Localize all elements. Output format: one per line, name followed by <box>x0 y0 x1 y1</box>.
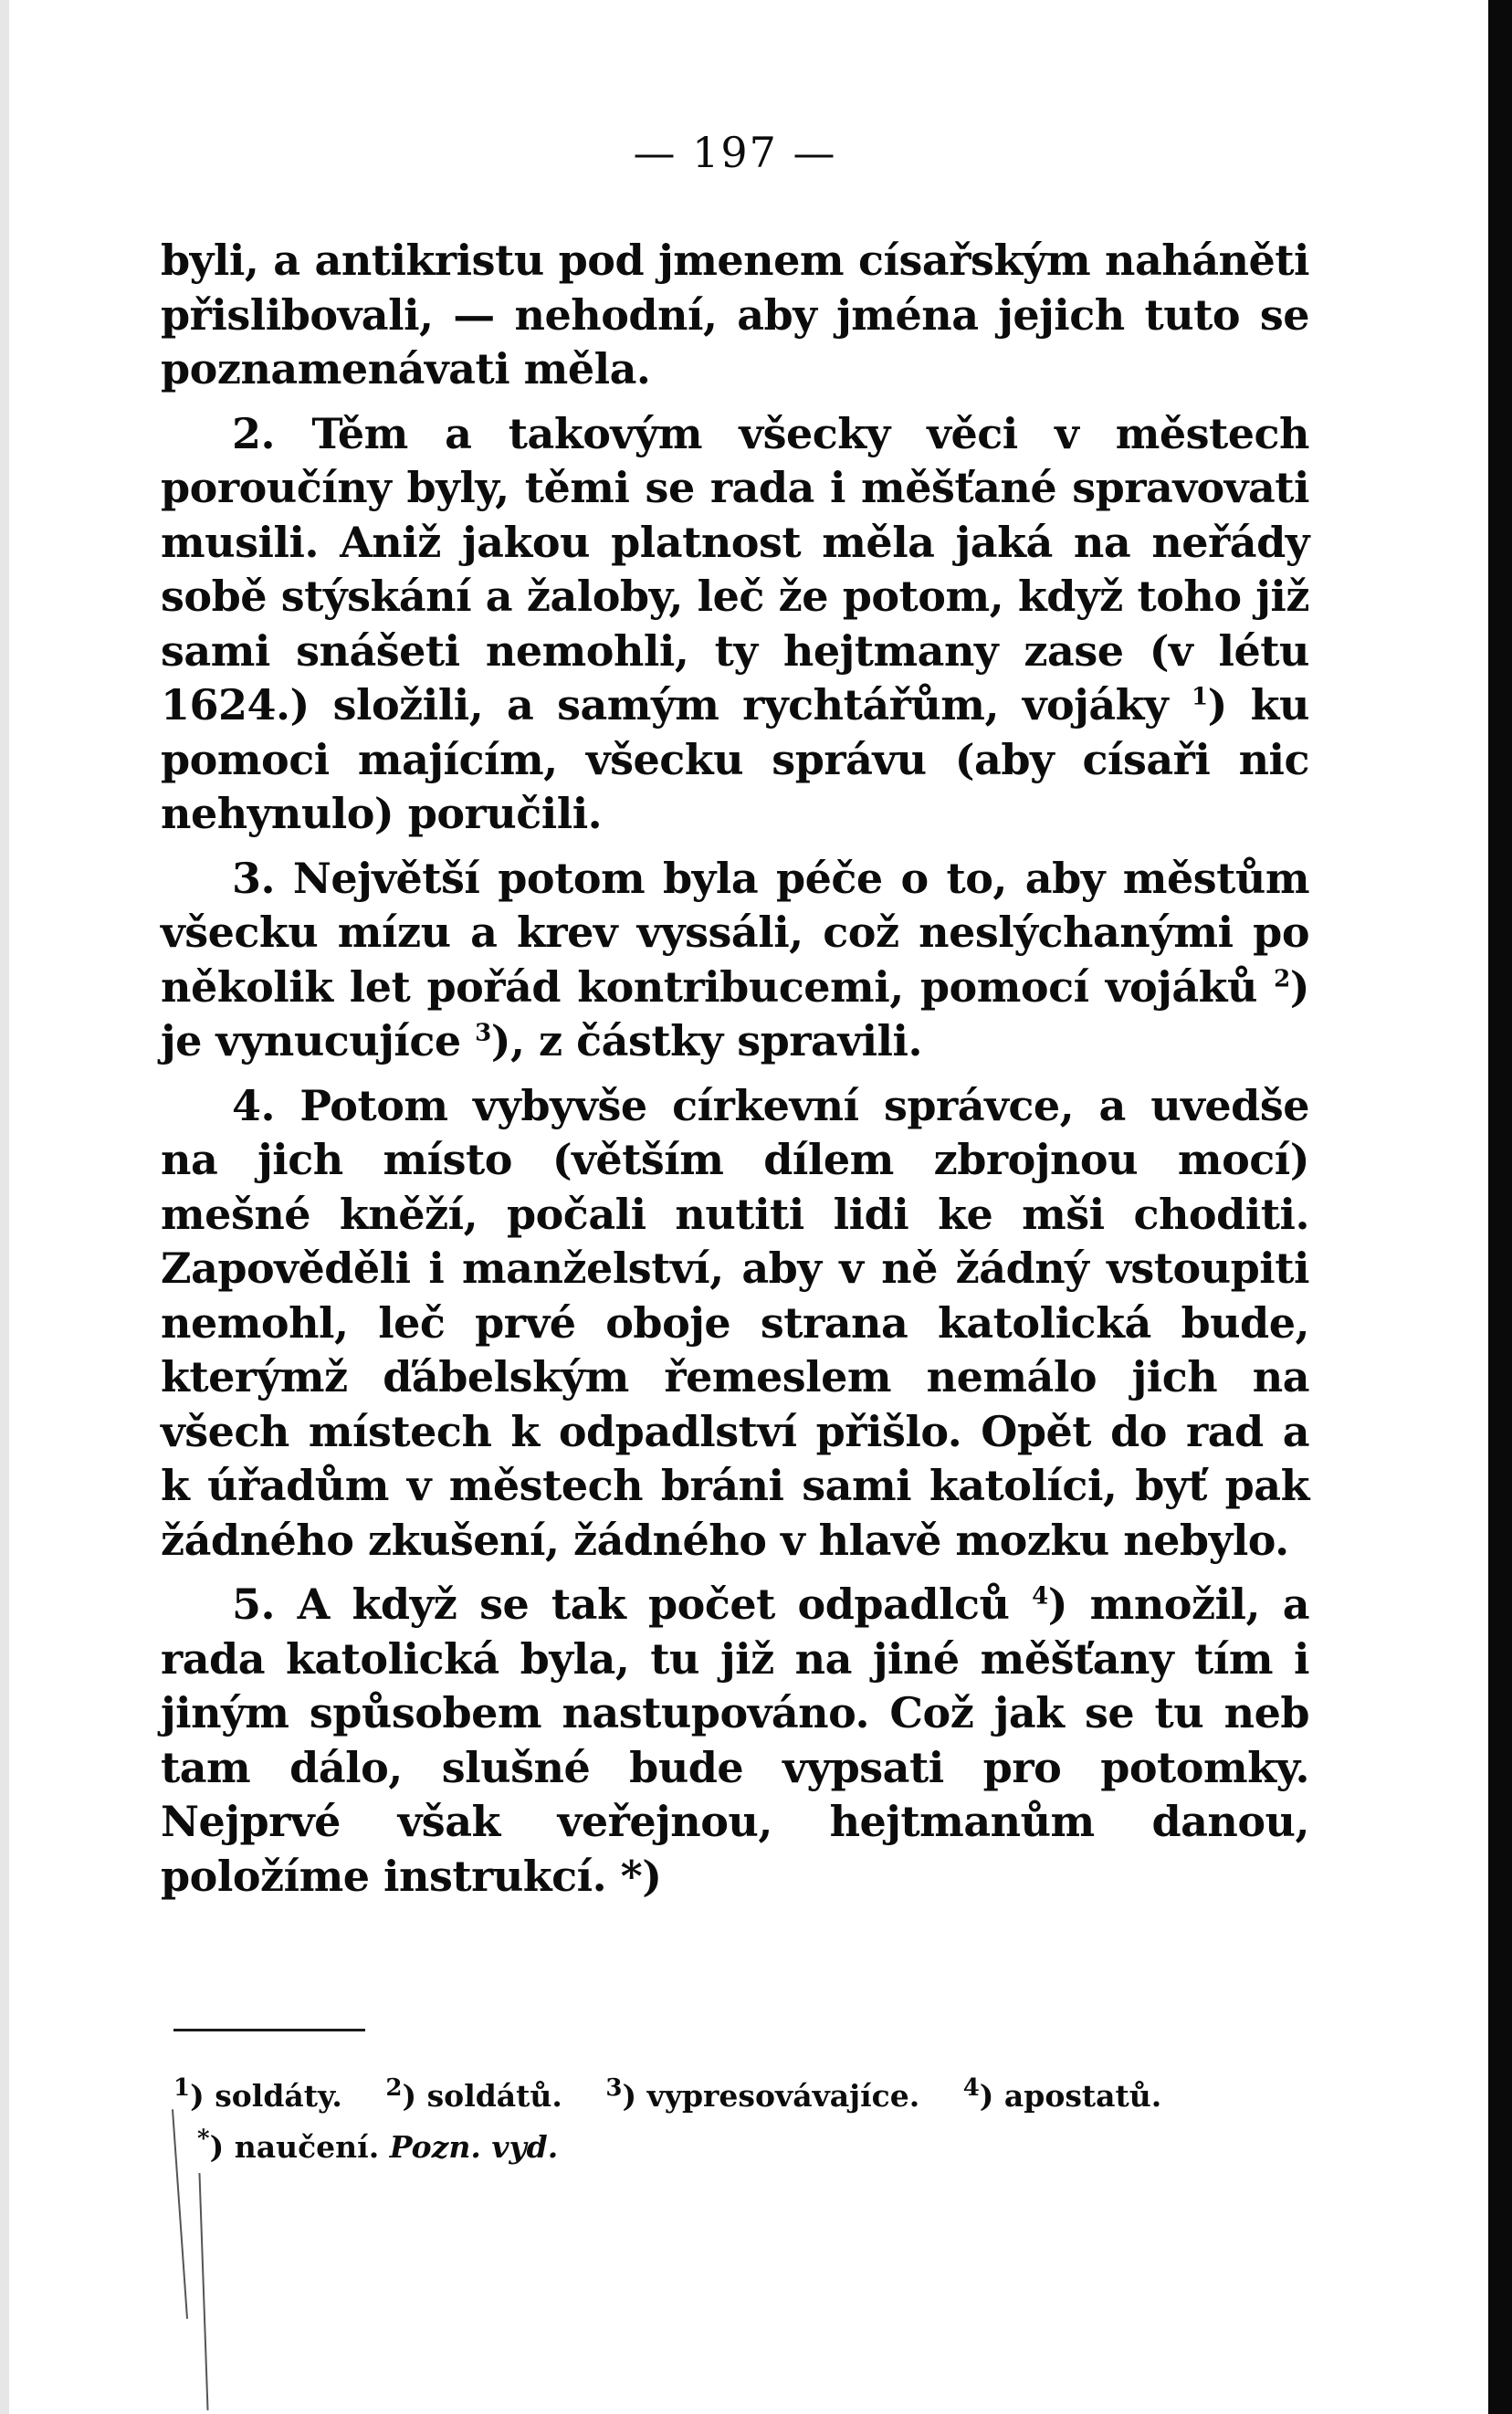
footnote-ref-4: 4 <box>1032 1582 1048 1611</box>
footnote-1: $^1$) soldáty. <box>173 2074 342 2114</box>
footnotes-line-1 <box>173 2071 1315 2122</box>
footnote-divider <box>173 2029 365 2031</box>
footnote-4: $^4$) apostatů. <box>962 2074 1162 2114</box>
paragraph-3: 3. Největší potom byla péče o to, aby městům všecku mízu a krev vyssáli, což neslýchanými po několik let pořád kontribucemi, pomocí vojáků $^2$) je vynucujíce $^3$), z částky spravili. <box>161 853 1309 1065</box>
footnote-5: *) naučení. Pozn. vyd. <box>197 2125 559 2165</box>
editor-note: Pozn. vyd. <box>389 2129 559 2165</box>
footnotes-line-2 <box>173 2122 1315 2173</box>
scan-edge-left <box>0 0 9 2414</box>
scan-scratch-mark <box>198 2173 208 2410</box>
paragraph-1: byli, a antikristu pod jmenem císařským naháněti přislibovali, — nehodní, aby jména jejich tuto se poznamenávati měla. <box>161 236 1309 394</box>
paragraph-2: 2. Těm a takovým všecky věci v městech poroučíny byly, těmi se rada i měšťané spravovati musili. Aniž jakou platnost měla jaká na neřády sobě stýskání a žaloby, leč že potom, když toho již sami snášeti nemohli, ty hejtmany zase (v létu 1624.) složili, a samým rychtářům, vojáky $^1$) ku pomoci majícím, všecku správu (aby císaři nic nehynulo) poručili. <box>161 408 1309 838</box>
body-text <box>161 234 1309 1904</box>
footnote-ref-1: 1 <box>1192 683 1208 711</box>
footnote-ref-2: 2 <box>1274 965 1290 993</box>
page-content <box>161 128 1309 1914</box>
footnote-3: $^3$) vypresovávajíce. <box>605 2074 920 2114</box>
paragraph-4: 4. Potom vybyvše církevní správce, a uvedše na jich místo (větším dílem zbrojnou mocí) mešné kněží, počali nutiti lidi ke mši choditi. Zapověděli i manželství, aby v ně žádný vstoupiti nemohl, leč prvé oboje strana katolická bude, kterýmž ďábelským řemeslem nemálo jich na všech místech k odpadlství přišlo. Opět do rad a k úřadům v městech bráni sami katolíci, byť pak žádného zkušení, žádného v hlavě mozku nebylo. <box>161 1080 1309 1565</box>
footnotes <box>173 2071 1315 2173</box>
paragraph-5: 5. A když se tak počet odpadlců $^4$) množil, a rada katolická byla, tu již na jiné měšťany tím i jiným spůsobem nastupováno. Což jak se tu neb tam dálo, slušné bude vypsati pro potomky. Nejprvé však veřejnou, hejtmanům danou, položíme instrukcí. *) <box>161 1580 1310 1901</box>
footnote-ref-3: 3 <box>475 1019 491 1047</box>
page-number: — 197 — <box>633 128 837 177</box>
footnote-2: $^2$) soldátů. <box>385 2074 562 2114</box>
scan-edge-right <box>1488 0 1512 2414</box>
